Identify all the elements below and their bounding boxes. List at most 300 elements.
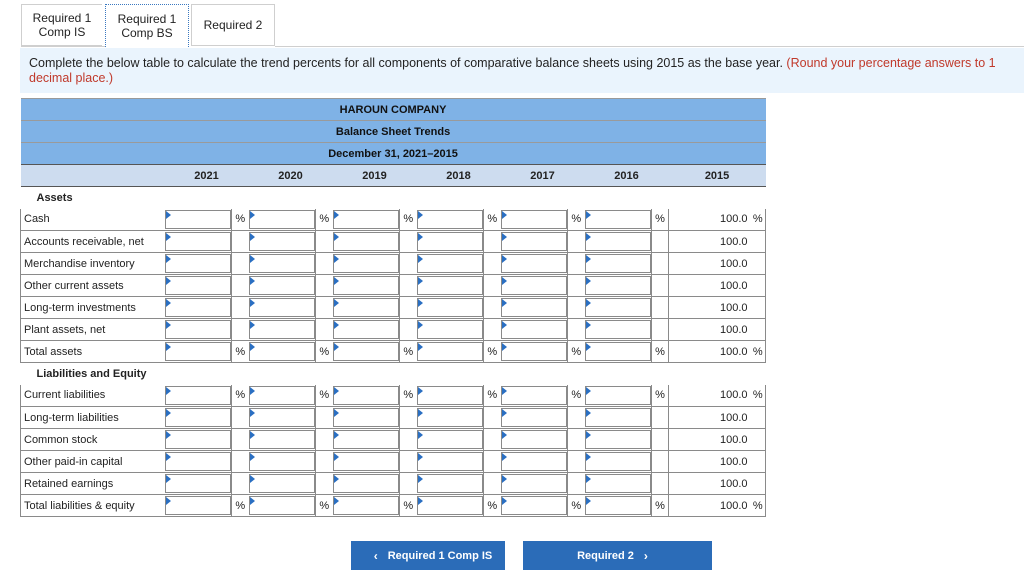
input-box[interactable] (501, 320, 568, 339)
trend-percent-input[interactable] (417, 253, 484, 275)
table-row (21, 407, 766, 429)
percent-sign (751, 231, 766, 253)
trend-percent-input[interactable] (585, 495, 652, 517)
table-row (21, 297, 766, 319)
percent-sign (568, 451, 585, 473)
trend-percent-input[interactable] (501, 275, 568, 297)
row-label: Total liabilities & equity (21, 495, 165, 517)
tab-divider (21, 46, 105, 47)
input-box[interactable] (501, 342, 568, 361)
prev-button-label: Required 1 Comp IS (387, 549, 493, 562)
percent-sign (568, 275, 585, 297)
tab-label: Required 2 (203, 18, 263, 32)
base-year-value: 100.0 (669, 319, 751, 341)
percent-sign (400, 429, 417, 451)
trend-percent-input[interactable] (165, 429, 232, 451)
percent-sign (751, 407, 766, 429)
base-year-value: 100.0 (669, 231, 751, 253)
trend-percent-input[interactable] (165, 473, 232, 495)
input-box[interactable] (501, 254, 568, 273)
input-box[interactable] (165, 320, 232, 339)
trend-percent-input[interactable] (249, 209, 316, 231)
percent-sign (652, 451, 669, 473)
statement-title: Balance Sheet Trends (21, 121, 766, 143)
trend-percent-input[interactable] (501, 297, 568, 319)
trend-percent-input[interactable] (585, 385, 652, 407)
trend-percent-input[interactable] (417, 495, 484, 517)
percent-sign: % (316, 341, 333, 363)
trend-percent-input[interactable] (501, 473, 568, 495)
input-box[interactable] (417, 276, 484, 295)
section-spacer (165, 187, 766, 209)
tab-bar (0, 0, 1024, 47)
trend-percent-input[interactable] (165, 385, 232, 407)
input-box[interactable] (249, 408, 316, 427)
table-row (21, 341, 766, 363)
table-row (21, 253, 766, 275)
trend-percent-input[interactable] (333, 407, 400, 429)
trend-percent-input[interactable] (165, 319, 232, 341)
trend-percent-input[interactable] (501, 451, 568, 473)
trend-percent-input[interactable] (417, 429, 484, 451)
tab-required-1-comp-bs[interactable] (105, 4, 189, 47)
input-box[interactable] (417, 474, 484, 493)
row-label: Long-term investments (21, 297, 165, 319)
row-label: Other paid-in capital (21, 451, 165, 473)
percent-sign (400, 319, 417, 341)
percent-sign: % (652, 209, 669, 231)
trend-percent-input[interactable] (501, 495, 568, 517)
percent-sign (316, 275, 333, 297)
input-box[interactable] (333, 298, 400, 317)
percent-sign: % (400, 341, 417, 363)
percent-sign (232, 231, 249, 253)
input-box[interactable] (501, 496, 568, 515)
trend-percent-input[interactable] (249, 495, 316, 517)
trend-percent-input[interactable] (333, 297, 400, 319)
trend-percent-input[interactable] (585, 473, 652, 495)
chevron-right-icon: › (643, 548, 648, 563)
percent-sign (751, 451, 766, 473)
input-box[interactable] (585, 496, 652, 515)
trend-percent-input[interactable] (417, 209, 484, 231)
input-box[interactable] (249, 430, 316, 449)
trend-percent-input[interactable] (585, 209, 652, 231)
percent-sign: % (652, 495, 669, 517)
percent-sign (568, 429, 585, 451)
section-heading-row (21, 363, 766, 385)
table-row (21, 209, 766, 231)
chevron-left-icon: ‹ (373, 548, 378, 563)
trend-percent-input[interactable] (417, 407, 484, 429)
input-box[interactable] (333, 452, 400, 471)
trend-percent-input[interactable] (165, 253, 232, 275)
trend-percent-input[interactable] (165, 451, 232, 473)
percent-sign (484, 473, 501, 495)
trend-percent-input[interactable] (501, 429, 568, 451)
input-box[interactable] (333, 408, 400, 427)
input-box[interactable] (585, 386, 652, 406)
trend-percent-input[interactable] (249, 385, 316, 407)
percent-sign (652, 275, 669, 297)
percent-sign (751, 253, 766, 275)
percent-sign (751, 319, 766, 341)
base-year-value: 100.0 (669, 495, 751, 517)
input-box[interactable] (585, 232, 652, 251)
percent-sign (316, 473, 333, 495)
input-box[interactable] (417, 320, 484, 339)
trend-percent-input[interactable] (333, 253, 400, 275)
trend-percent-input[interactable] (417, 297, 484, 319)
section-spacer (165, 363, 766, 385)
trend-percent-input[interactable] (585, 253, 652, 275)
percent-sign: % (484, 209, 501, 231)
input-box[interactable] (333, 430, 400, 449)
percent-sign (316, 451, 333, 473)
input-box[interactable] (165, 210, 232, 230)
trend-percent-input[interactable] (417, 275, 484, 297)
trend-percent-input[interactable] (249, 275, 316, 297)
percent-sign (568, 319, 585, 341)
input-box[interactable] (501, 386, 568, 406)
input-box[interactable] (165, 430, 232, 449)
trend-percent-input[interactable] (585, 407, 652, 429)
trend-percent-input[interactable] (333, 341, 400, 363)
trend-percent-input[interactable] (501, 407, 568, 429)
trend-percent-input[interactable] (501, 385, 568, 407)
percent-sign (400, 473, 417, 495)
input-box[interactable] (333, 320, 400, 339)
trend-percent-input[interactable] (585, 429, 652, 451)
row-label: Common stock (21, 429, 165, 451)
input-box[interactable] (333, 474, 400, 493)
input-box[interactable] (165, 474, 232, 493)
percent-sign (652, 297, 669, 319)
base-year-value: 100.0 (669, 429, 751, 451)
trend-percent-input[interactable] (249, 451, 316, 473)
percent-sign: % (568, 341, 585, 363)
input-box[interactable] (585, 342, 652, 361)
company-name: HAROUN COMPANY (21, 99, 766, 121)
trend-percent-input[interactable] (501, 319, 568, 341)
input-box[interactable] (333, 232, 400, 251)
input-box[interactable] (585, 474, 652, 493)
trend-percent-input[interactable] (585, 451, 652, 473)
trend-percent-input[interactable] (249, 473, 316, 495)
trend-percent-input[interactable] (333, 209, 400, 231)
percent-sign (484, 319, 501, 341)
table-row (21, 451, 766, 473)
row-label: Plant assets, net (21, 319, 165, 341)
percent-sign (484, 253, 501, 275)
trend-percent-input[interactable] (501, 253, 568, 275)
input-box[interactable] (165, 298, 232, 317)
base-year-value: 100.0 (669, 407, 751, 429)
percent-sign (316, 429, 333, 451)
input-box[interactable] (249, 276, 316, 295)
trend-percent-input[interactable] (417, 451, 484, 473)
percent-sign (484, 407, 501, 429)
trend-percent-input[interactable] (585, 297, 652, 319)
input-box[interactable] (417, 496, 484, 515)
tab-label-line1: Required 1 (117, 12, 177, 26)
trend-percent-input[interactable] (165, 341, 232, 363)
percent-sign (484, 297, 501, 319)
input-box[interactable] (165, 408, 232, 427)
section-heading-row (21, 187, 766, 209)
trend-percent-input[interactable] (417, 473, 484, 495)
percent-sign (652, 253, 669, 275)
row-label: Long-term liabilities (21, 407, 165, 429)
trend-percent-input[interactable] (165, 407, 232, 429)
percent-sign (568, 473, 585, 495)
percent-sign (316, 231, 333, 253)
percent-sign: % (316, 385, 333, 407)
input-box[interactable] (417, 298, 484, 317)
percent-sign (652, 319, 669, 341)
input-box[interactable] (417, 430, 484, 449)
input-box[interactable] (333, 386, 400, 406)
input-box[interactable] (249, 452, 316, 471)
trend-percent-input[interactable] (165, 297, 232, 319)
input-box[interactable] (165, 496, 232, 515)
prev-required-1-comp-is-button[interactable] (351, 541, 505, 570)
percent-sign: % (751, 495, 766, 517)
input-box[interactable] (501, 210, 568, 230)
percent-sign: % (400, 495, 417, 517)
row-label: Current liabilities (21, 385, 165, 407)
instructions-text: Complete the below table to calculate the trend percents for all components of comparative balance sheets using 2015 as the base year. (29, 56, 783, 70)
input-box[interactable] (585, 210, 652, 230)
input-box[interactable] (249, 496, 316, 515)
trend-percent-input[interactable] (333, 451, 400, 473)
year-header: 2020 (249, 165, 333, 187)
percent-sign: % (484, 385, 501, 407)
trend-percent-input[interactable] (249, 319, 316, 341)
trend-percent-input[interactable] (585, 231, 652, 253)
tab-bar-baseline (275, 46, 1024, 47)
trend-percent-input[interactable] (417, 385, 484, 407)
input-box[interactable] (165, 232, 232, 251)
input-box[interactable] (501, 298, 568, 317)
trend-percent-input[interactable] (333, 473, 400, 495)
percent-sign (751, 297, 766, 319)
percent-sign: % (484, 495, 501, 517)
table-row (21, 473, 766, 495)
input-box[interactable] (165, 386, 232, 406)
input-box[interactable] (417, 342, 484, 361)
percent-sign: % (652, 341, 669, 363)
next-button-label: Required 2 (577, 549, 634, 562)
percent-sign (400, 297, 417, 319)
trend-percent-input[interactable] (333, 319, 400, 341)
input-box[interactable] (585, 254, 652, 273)
percent-sign: % (232, 341, 249, 363)
input-box[interactable] (417, 232, 484, 251)
input-box[interactable] (585, 452, 652, 471)
base-year-value: 100.0 (669, 209, 751, 231)
trend-percent-input[interactable] (417, 231, 484, 253)
input-box[interactable] (501, 408, 568, 427)
base-year-value: 100.0 (669, 253, 751, 275)
input-box[interactable] (417, 408, 484, 427)
percent-sign (484, 429, 501, 451)
input-box[interactable] (333, 254, 400, 273)
trend-percent-input[interactable] (417, 319, 484, 341)
percent-sign: % (484, 341, 501, 363)
percent-sign (400, 231, 417, 253)
percent-sign (652, 473, 669, 495)
trend-percent-input[interactable] (249, 429, 316, 451)
input-box[interactable] (585, 276, 652, 295)
percent-sign: % (652, 385, 669, 407)
base-year-value: 100.0 (669, 297, 751, 319)
trend-percent-input[interactable] (249, 297, 316, 319)
percent-sign: % (400, 385, 417, 407)
trend-percent-input[interactable] (249, 407, 316, 429)
percent-sign (400, 253, 417, 275)
input-box[interactable] (585, 298, 652, 317)
table-row (21, 319, 766, 341)
year-header: 2018 (417, 165, 501, 187)
trend-percent-input[interactable] (165, 231, 232, 253)
percent-sign (568, 297, 585, 319)
year-header-row (21, 165, 766, 187)
input-box[interactable] (333, 342, 400, 361)
input-box[interactable] (585, 320, 652, 339)
input-box[interactable] (417, 386, 484, 406)
trend-percent-input[interactable] (333, 495, 400, 517)
percent-sign: % (232, 495, 249, 517)
tab-label-line2: Comp IS (38, 25, 86, 39)
table-row (21, 385, 766, 407)
percent-sign (316, 253, 333, 275)
next-required-2-button[interactable] (523, 541, 712, 570)
percent-sign (751, 473, 766, 495)
trend-percent-input[interactable] (333, 231, 400, 253)
input-box[interactable] (249, 298, 316, 317)
input-box[interactable] (165, 276, 232, 295)
base-year-value: 100.0 (669, 451, 751, 473)
trend-percent-input[interactable] (501, 231, 568, 253)
percent-sign: % (232, 209, 249, 231)
rounding-hint: (Round your percentage answers to 1 decimal place.) (29, 56, 996, 85)
input-box[interactable] (585, 408, 652, 427)
table-row (21, 495, 766, 517)
input-box[interactable] (501, 276, 568, 295)
percent-sign (232, 275, 249, 297)
percent-sign (484, 231, 501, 253)
trend-percent-input[interactable] (585, 341, 652, 363)
year-header: 2017 (501, 165, 585, 187)
percent-sign (484, 275, 501, 297)
trend-percent-input[interactable] (501, 341, 568, 363)
input-box[interactable] (165, 452, 232, 471)
percent-sign: % (568, 385, 585, 407)
percent-sign (568, 231, 585, 253)
trend-percent-input[interactable] (501, 209, 568, 231)
input-box[interactable] (249, 320, 316, 339)
trend-percent-input[interactable] (333, 429, 400, 451)
percent-sign: % (751, 209, 766, 231)
section-heading: Assets (21, 187, 165, 209)
percent-sign (484, 451, 501, 473)
input-box[interactable] (249, 474, 316, 493)
trend-percent-input[interactable] (249, 231, 316, 253)
tab-required-2[interactable] (191, 4, 275, 46)
input-box[interactable] (417, 210, 484, 230)
year-header: 2015 (669, 165, 766, 187)
trend-percent-input[interactable] (417, 341, 484, 363)
base-year-value: 100.0 (669, 385, 751, 407)
percent-sign: % (568, 495, 585, 517)
tab-required-1-comp-is[interactable] (21, 4, 102, 46)
trend-percent-input[interactable] (585, 275, 652, 297)
input-box[interactable] (249, 386, 316, 406)
percent-sign (652, 231, 669, 253)
table-row (21, 275, 766, 297)
percent-sign: % (232, 385, 249, 407)
percent-sign: % (751, 385, 766, 407)
year-header: 2021 (165, 165, 249, 187)
table-row (21, 231, 766, 253)
row-label: Retained earnings (21, 473, 165, 495)
trend-percent-input[interactable] (333, 275, 400, 297)
percent-sign: % (751, 341, 766, 363)
input-box[interactable] (501, 452, 568, 471)
percent-sign (652, 429, 669, 451)
input-box[interactable] (249, 254, 316, 273)
input-box[interactable] (333, 496, 400, 515)
input-box[interactable] (333, 210, 400, 230)
input-box[interactable] (165, 254, 232, 273)
trend-percent-input[interactable] (165, 209, 232, 231)
input-box[interactable] (333, 276, 400, 295)
input-box[interactable] (249, 232, 316, 251)
year-header: 2016 (585, 165, 669, 187)
percent-sign (232, 429, 249, 451)
input-box[interactable] (417, 254, 484, 273)
input-box[interactable] (165, 342, 232, 361)
instructions-panel (20, 48, 1024, 93)
input-box[interactable] (585, 430, 652, 449)
balance-sheet-trends-table (20, 98, 766, 517)
percent-sign (316, 297, 333, 319)
input-box[interactable] (249, 342, 316, 361)
trend-percent-input[interactable] (585, 319, 652, 341)
percent-sign (232, 297, 249, 319)
trend-percent-input[interactable] (333, 385, 400, 407)
percent-sign (751, 275, 766, 297)
year-header: 2019 (333, 165, 417, 187)
statement-period: December 31, 2021–2015 (21, 143, 766, 165)
trend-percent-input[interactable] (249, 341, 316, 363)
input-box[interactable] (501, 474, 568, 493)
input-box[interactable] (501, 430, 568, 449)
percent-sign (316, 319, 333, 341)
base-year-value: 100.0 (669, 341, 751, 363)
percent-sign (400, 407, 417, 429)
input-box[interactable] (249, 210, 316, 230)
percent-sign (232, 407, 249, 429)
trend-percent-input[interactable] (249, 253, 316, 275)
percent-sign (316, 407, 333, 429)
trend-percent-input[interactable] (165, 495, 232, 517)
input-box[interactable] (417, 452, 484, 471)
percent-sign (400, 275, 417, 297)
trend-percent-input[interactable] (165, 275, 232, 297)
input-box[interactable] (501, 232, 568, 251)
